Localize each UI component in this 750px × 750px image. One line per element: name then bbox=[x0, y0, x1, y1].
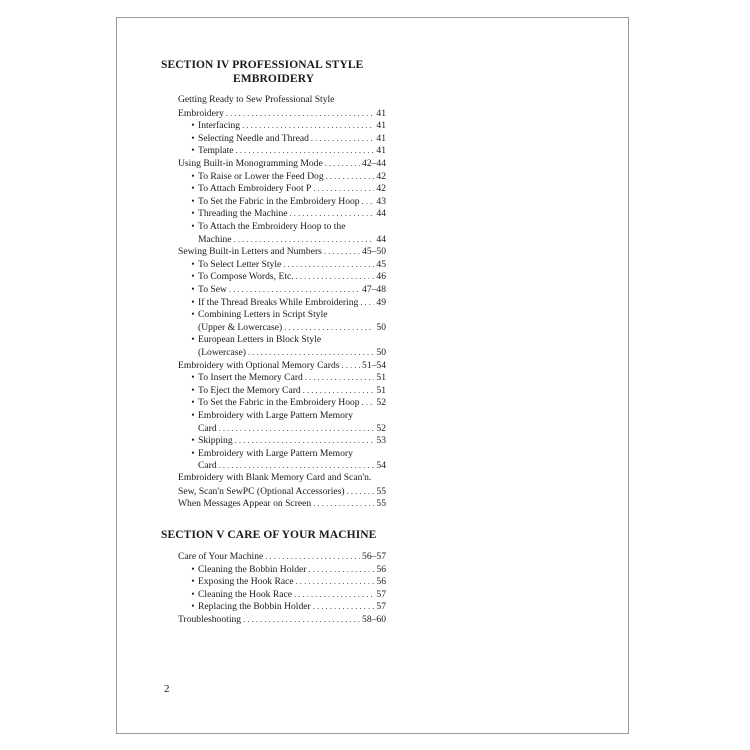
bullet-icon: • bbox=[191, 296, 195, 307]
dot-leader bbox=[325, 157, 360, 170]
dot-leader bbox=[347, 485, 375, 498]
dot-leader bbox=[341, 359, 360, 372]
bullet-icon: • bbox=[191, 447, 195, 458]
toc-entry-text: Skipping bbox=[198, 435, 233, 447]
toc-entry-text: Getting Ready to Sew Professional Style bbox=[178, 94, 335, 105]
toc-entry-text: Selecting Needle and Thread bbox=[198, 132, 309, 144]
toc-entry bbox=[178, 409, 386, 422]
toc-entry bbox=[178, 107, 386, 120]
toc-entry-page: 45 bbox=[376, 258, 386, 270]
toc-entry-page: 52 bbox=[376, 397, 386, 409]
toc-entry bbox=[178, 296, 386, 309]
toc-entry bbox=[178, 207, 386, 220]
toc-entry bbox=[178, 94, 386, 107]
toc-entry-page: 50 bbox=[376, 347, 386, 358]
toc-entry-text: To Sew bbox=[198, 284, 227, 295]
dot-leader bbox=[226, 107, 375, 120]
dot-leader bbox=[229, 283, 360, 296]
toc-entry bbox=[178, 346, 386, 359]
toc-entry-page: 41 bbox=[376, 120, 386, 132]
toc-entry-text: Template bbox=[198, 145, 234, 157]
toc-entry bbox=[178, 575, 386, 588]
toc-entry bbox=[178, 459, 386, 472]
toc-entry bbox=[178, 321, 386, 334]
dot-leader bbox=[308, 563, 374, 576]
dot-leader bbox=[219, 459, 375, 472]
toc-entry-text: To Attach the Embroidery Hoop to the bbox=[198, 221, 346, 232]
toc-entry-text: Threading the Machine bbox=[198, 208, 288, 220]
dot-leader bbox=[294, 588, 374, 601]
toc-entry-page: 41 bbox=[376, 107, 386, 119]
dot-leader bbox=[305, 371, 375, 384]
toc-entry bbox=[178, 245, 386, 258]
dot-leader bbox=[303, 384, 375, 397]
bullet-icon: • bbox=[191, 145, 195, 156]
toc-entry bbox=[178, 384, 386, 397]
dot-leader bbox=[283, 258, 374, 271]
bullet-icon: • bbox=[191, 195, 195, 206]
toc-entry-page: 42 bbox=[376, 170, 386, 182]
bullet-icon: • bbox=[191, 221, 195, 231]
toc-entry-text: Embroidery with Blank Memory Card and Scan'n. bbox=[178, 472, 372, 483]
dot-leader bbox=[324, 245, 360, 258]
page-number: 2 bbox=[164, 683, 170, 695]
dot-leader bbox=[284, 321, 374, 334]
toc-entry-page: 58–60 bbox=[362, 614, 386, 625]
dot-leader bbox=[219, 422, 375, 435]
section-4-title-line1: SECTION IV PROFESSIONAL STYLE bbox=[161, 59, 364, 71]
bullet-icon: • bbox=[191, 384, 195, 395]
section-5-title-line1: SECTION V CARE OF YOUR MACHINE bbox=[161, 529, 377, 541]
dot-leader bbox=[243, 613, 360, 626]
toc-entry-page: 52 bbox=[376, 422, 386, 434]
toc-entry-text: Cleaning the Hook Race bbox=[198, 588, 293, 600]
dot-leader bbox=[242, 119, 374, 132]
toc-entry-page: 41 bbox=[376, 145, 386, 157]
toc-entry bbox=[178, 613, 386, 626]
toc-entry-page: 42 bbox=[376, 183, 386, 195]
toc-entry bbox=[178, 308, 386, 321]
toc-entry-page: 56 bbox=[376, 576, 386, 588]
toc-entry-page: 57 bbox=[376, 588, 386, 600]
toc-entry-page: 56–57 bbox=[362, 551, 386, 562]
bullet-icon: • bbox=[191, 208, 195, 219]
toc-entry bbox=[178, 220, 386, 233]
dot-leader bbox=[313, 497, 374, 510]
toc-entry bbox=[178, 233, 386, 246]
toc-entry bbox=[178, 588, 386, 601]
dot-leader bbox=[313, 182, 374, 195]
toc-entry-text: Sewing Built-in Letters and Numbers bbox=[178, 246, 322, 258]
toc-entry-text: Exposing the Hook Race bbox=[198, 576, 294, 588]
toc-entry-page: 56 bbox=[376, 563, 386, 575]
toc-entry-text: Cleaning the Bobbin Holder bbox=[198, 563, 307, 575]
toc-entry bbox=[178, 485, 386, 498]
toc-entry-page: 45–50 bbox=[362, 246, 386, 258]
toc-entry-text: Care of Your Machine bbox=[178, 551, 264, 562]
toc-entry-text: To Set the Fabric in the Embroidery Hoop bbox=[198, 397, 360, 409]
toc-entry-page: 41 bbox=[376, 132, 386, 144]
dot-leader bbox=[296, 575, 375, 588]
toc-entry-page: 47–48 bbox=[362, 284, 386, 295]
toc-entry-text: (Lowercase) bbox=[198, 347, 246, 358]
toc-entry bbox=[178, 396, 386, 409]
bullet-icon: • bbox=[191, 120, 195, 131]
toc-entry-text: Machine bbox=[198, 233, 232, 245]
dot-leader bbox=[235, 434, 375, 447]
bullet-icon: • bbox=[191, 271, 195, 282]
toc-entry-page: 55 bbox=[376, 485, 386, 497]
section-4-title-line2: EMBROIDERY bbox=[233, 73, 315, 85]
toc-entry bbox=[178, 182, 386, 195]
dot-leader bbox=[311, 132, 375, 145]
bullet-icon: • bbox=[191, 334, 195, 345]
toc-entry bbox=[178, 170, 386, 183]
toc-entry bbox=[178, 157, 386, 170]
toc-entry-text: Embroidery bbox=[178, 107, 224, 119]
toc-entry bbox=[178, 119, 386, 132]
dot-leader bbox=[313, 600, 375, 613]
toc-entry bbox=[178, 422, 386, 435]
dot-leader bbox=[362, 396, 375, 409]
bullet-icon: • bbox=[191, 435, 195, 446]
toc-entry bbox=[178, 600, 386, 613]
toc-entry-page: 46 bbox=[376, 271, 386, 283]
toc-entry bbox=[178, 283, 386, 296]
bullet-icon: • bbox=[191, 563, 195, 574]
bullet-icon: • bbox=[191, 170, 195, 181]
toc-entry-page: 57 bbox=[376, 601, 386, 613]
section-4-title bbox=[161, 58, 363, 86]
toc-entry-text: (Upper & Lowercase) bbox=[198, 321, 283, 333]
toc-entry bbox=[178, 132, 386, 145]
dot-leader bbox=[265, 550, 360, 563]
toc-entry-text: To Eject the Memory Card bbox=[198, 384, 301, 396]
toc-entry bbox=[178, 497, 386, 510]
toc-entry-text: To Select Letter Style bbox=[198, 258, 282, 270]
toc-entry bbox=[178, 195, 386, 208]
bullet-icon: • bbox=[191, 258, 195, 269]
toc-entry-text: To Set the Fabric in the Embroidery Hoop bbox=[198, 195, 360, 207]
toc-entry-text: Card bbox=[198, 422, 217, 434]
dot-leader bbox=[362, 195, 375, 208]
dot-leader bbox=[326, 170, 375, 183]
bullet-icon: • bbox=[191, 410, 195, 420]
dot-leader bbox=[360, 296, 374, 309]
toc-entry bbox=[178, 270, 386, 283]
dot-leader bbox=[248, 346, 374, 359]
bullet-icon: • bbox=[191, 183, 195, 194]
toc-entry bbox=[178, 359, 386, 372]
dot-leader bbox=[296, 270, 375, 283]
toc-entry-page: 43 bbox=[376, 195, 386, 207]
toc-entry-page: 53 bbox=[376, 435, 386, 447]
toc-entry-text: Embroidery with Large Pattern Memory bbox=[198, 447, 353, 459]
toc-entry-page: 51 bbox=[376, 384, 386, 396]
toc-entry-text: Using Built-in Monogramming Mode bbox=[178, 158, 323, 169]
toc-entry bbox=[178, 144, 386, 157]
toc-entry-text: Combining Letters in Script Style bbox=[198, 309, 328, 321]
bullet-icon: • bbox=[191, 576, 195, 587]
dot-leader bbox=[236, 144, 375, 157]
toc-entry-text: Sew, Scan'n SewPC (Optional Accessories) bbox=[178, 485, 345, 497]
bullet-icon: • bbox=[191, 397, 195, 408]
toc-entry-text: To Compose Words, Etc. bbox=[198, 271, 294, 283]
toc-entry-text: To Insert the Memory Card bbox=[198, 372, 303, 384]
toc-entry bbox=[178, 472, 386, 485]
toc-entry bbox=[178, 333, 386, 346]
toc-entry-text: European Letters in Block Style bbox=[198, 334, 322, 346]
toc-entry-page: 51–54 bbox=[362, 359, 386, 371]
bullet-icon: • bbox=[191, 284, 195, 294]
toc-entry-page: 42–44 bbox=[362, 158, 386, 169]
bullet-icon: • bbox=[191, 309, 195, 320]
bullet-icon: • bbox=[191, 588, 195, 599]
toc-entry-page: 44 bbox=[376, 233, 386, 245]
bullet-icon: • bbox=[191, 601, 195, 612]
dot-leader bbox=[234, 233, 375, 246]
toc-entry-page: 49 bbox=[376, 296, 386, 308]
toc-entry bbox=[178, 563, 386, 576]
toc-entry bbox=[178, 550, 386, 563]
toc-entry-page: 55 bbox=[376, 498, 386, 510]
toc-entry-text: When Messages Appear on Screen bbox=[178, 498, 312, 510]
dot-leader bbox=[290, 207, 375, 220]
toc-entry bbox=[178, 258, 386, 271]
section-5-title bbox=[161, 528, 376, 542]
toc-entry-text: Troubleshooting bbox=[178, 614, 242, 625]
toc-entry bbox=[178, 371, 386, 384]
toc-entry-text: Card bbox=[198, 460, 217, 472]
toc-entry-page: 54 bbox=[376, 460, 386, 472]
toc-entry-page: 51 bbox=[376, 372, 386, 384]
toc-entry-text: Interfacing bbox=[198, 120, 241, 132]
toc-entry-text: Embroidery with Large Pattern Memory bbox=[198, 410, 353, 421]
toc-entry bbox=[178, 434, 386, 447]
toc-entry-page: 44 bbox=[376, 208, 386, 220]
bullet-icon: • bbox=[191, 372, 195, 383]
toc-entry-text: To Raise or Lower the Feed Dog bbox=[198, 170, 324, 182]
toc-entry-text: If the Thread Breaks While Embroidering bbox=[198, 296, 359, 308]
toc-entry-text: Replacing the Bobbin Holder bbox=[198, 601, 311, 613]
toc-entry-page: 50 bbox=[376, 321, 386, 333]
toc-entry-text: To Attach Embroidery Foot P bbox=[198, 183, 312, 195]
toc-entry bbox=[178, 447, 386, 460]
toc-entry-text: Embroidery with Optional Memory Cards bbox=[178, 359, 340, 371]
bullet-icon: • bbox=[191, 132, 195, 143]
